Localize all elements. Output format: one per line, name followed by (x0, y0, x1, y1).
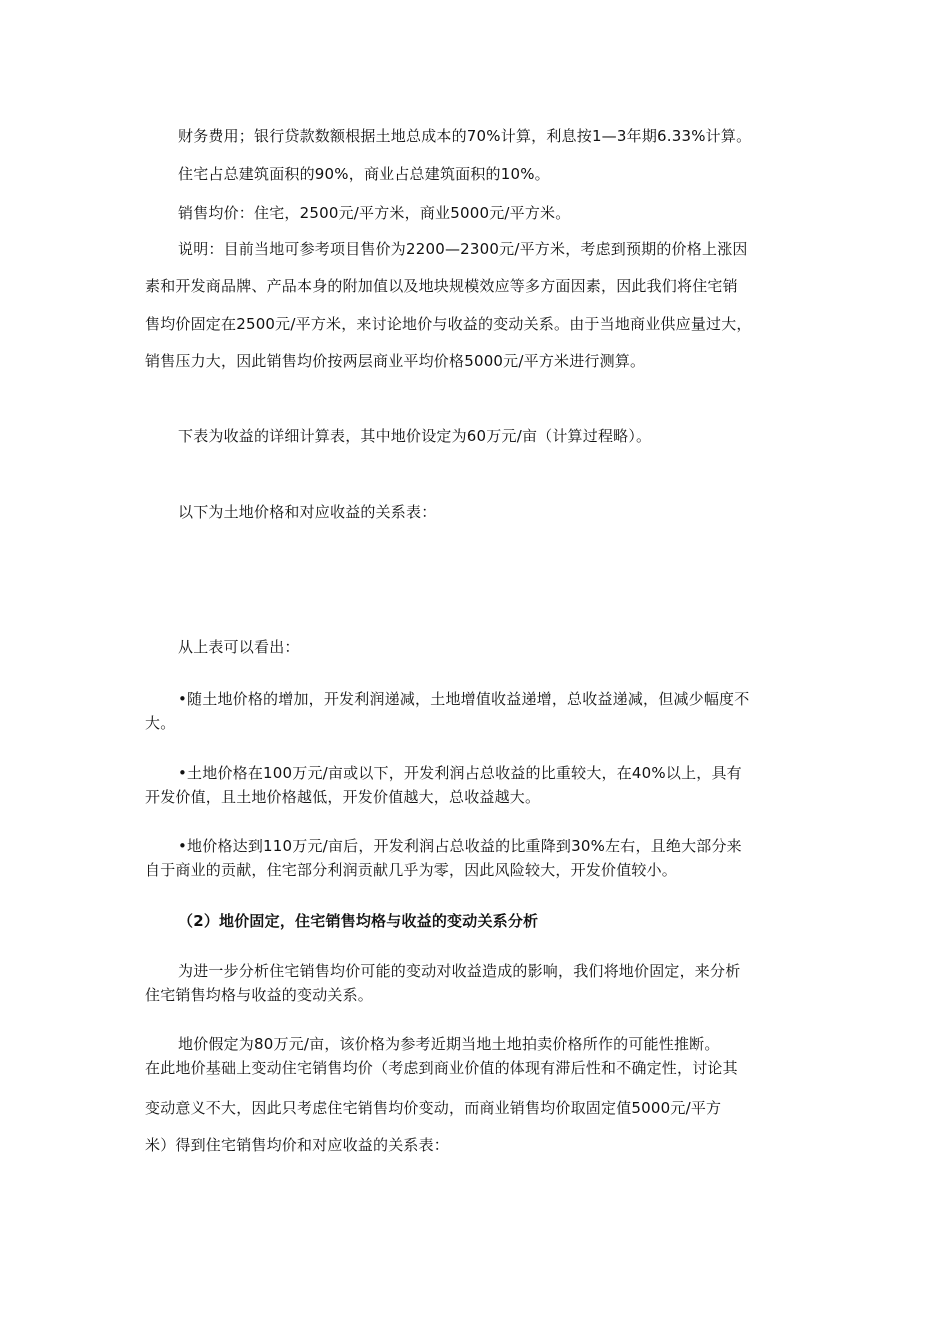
paragraph-explanation-line-4: 销售压力大，因此销售均价按两层商业平均价格5000元/平方米进行测算。 (145, 352, 646, 370)
paragraph-finance-cost: 财务费用；银行贷款数额根据土地总成本的70%计算，利息按1—3年期6.33%计算。 (178, 127, 752, 145)
bullet-2-line-2: 开发价值，且土地价格越低，开发价值越大，总收益越大。 (145, 788, 541, 806)
paragraph-explanation-line-1: 说明：目前当地可参考项目售价为2200—2300元/平方米，考虑到预期的价格上涨因 (178, 240, 748, 258)
bullet-1-line-2: 大。 (145, 714, 176, 732)
bullet-2-line-1: •土地价格在100万元/亩或以下，开发利润占总收益的比重较大，在40%以上，具有 (178, 764, 742, 782)
paragraph-analysis-line-1: 为进一步分析住宅销售均价可能的变动对收益造成的影响，我们将地价固定，来分析 (178, 962, 741, 980)
paragraph-explanation-line-3: 售均价固定在2500元/平方米，来讨论地价与收益的变动关系。由于当地商业供应量过大， (145, 315, 752, 333)
paragraph-table-intro: 下表为收益的详细计算表，其中地价设定为60万元/亩（计算过程略）。 (178, 427, 652, 445)
bullet-3-line-2: 自于商业的贡献，住宅部分利润贡献几乎为零，因此风险较大，开发价值较小。 (145, 861, 678, 879)
bullet-1-line-1: •随土地价格的增加，开发利润递减，土地增值收益递增，总收益递减，但减少幅度不 (178, 690, 750, 708)
paragraph-explanation-line-2: 素和开发商品牌、产品本身的附加值以及地块规模效应等多方面因素，因此我们将住宅销 (145, 277, 738, 295)
paragraph-relation-table-intro: 以下为土地价格和对应收益的关系表： (178, 503, 437, 521)
paragraph-analysis-line-2: 住宅销售均格与收益的变动关系。 (145, 986, 374, 1004)
paragraph-land-price-assumption: 地价假定为80万元/亩，该价格为参考近期当地土地拍卖价格所作的可能性推断。 (178, 1035, 720, 1053)
paragraph-area-ratio: 住宅占总建筑面积的90%，商业占总建筑面积的10%。 (178, 165, 550, 183)
paragraph-sale-price: 销售均价：住宅，2500元/平方米，商业5000元/平方米。 (178, 204, 571, 222)
paragraph-variation-line-3: 米）得到住宅销售均价和对应收益的关系表： (145, 1136, 450, 1154)
paragraph-variation-line-1: 在此地价基础上变动住宅销售均价（考虑到商业价值的体现有滞后性和不确定性，讨论其 (145, 1059, 738, 1077)
paragraph-observation-intro: 从上表可以看出： (178, 638, 300, 656)
paragraph-variation-line-2: 变动意义不大，因此只考虑住宅销售均价变动，而商业销售均价取固定值5000元/平方 (145, 1099, 722, 1117)
section-heading: （2）地价固定，住宅销售均格与收益的变动关系分析 (178, 912, 539, 930)
bullet-3-line-1: •地价格达到110万元/亩后，开发利润占总收益的比重降到30%左右，且绝大部分来 (178, 837, 742, 855)
